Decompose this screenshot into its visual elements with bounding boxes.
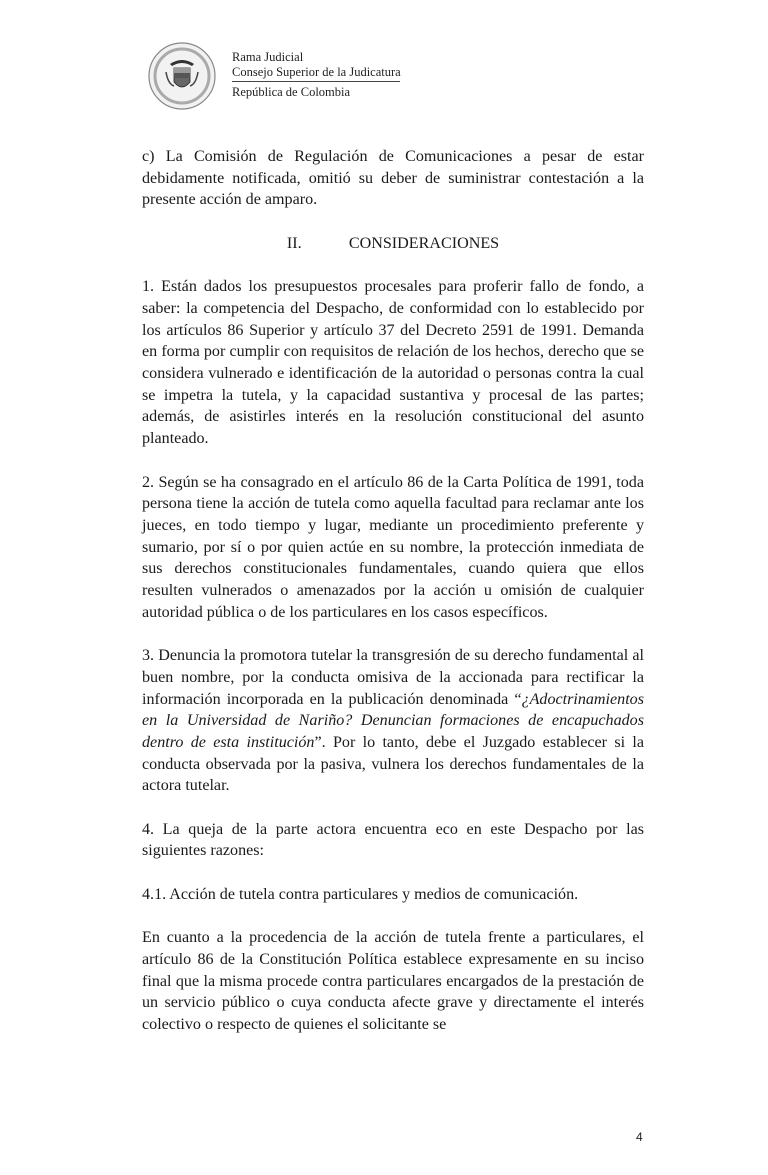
- paragraph-3-text-b: ”. Por lo tanto, debe el Juzgado establecer si la conducta observada por la pasiva, vulnera los derechos fundamentales de la actora tutelar.: [142, 733, 644, 795]
- paragraph-5: En cuanto a la procedencia de la acción de tutela frente a particulares, el artículo 86 de la Constitución Política establece expresamente en su inciso final que la misma procede contra particulares encargados de la prestación de un servicio público o cuya conducta afecte grave y directamente el interés colectivo o respecto de quienes el solicitante se: [142, 929, 644, 1034]
- document-body: [142, 146, 644, 1057]
- publication-title-quote: ¿Adoctrinamientos en la Universidad de Nariño? Denuncian formaciones de encapuchados dentro de esta institución: [142, 690, 644, 751]
- section-heading: [142, 233, 644, 255]
- subsection-heading: 4.1. Acción de tutela contra particulares y medios de comunicación.: [142, 885, 579, 903]
- paragraph-1: 1. Están dados los presupuestos procesales para proferir fallo de fondo, a saber: la competencia del Despacho, de conformidad con lo establecido por los artículos 86 Superior y artículo 37 del Decreto 2591 de 1991. Demanda en forma por cumplir con requisitos de relación de los hechos, derecho que se considera vulnerado e identificación de la autoridad o personas contra la cual se impetra la tutela, y la capacidad sustantiva y procesal de las partes; además, de asistirles interés en la resolución constitucional del asunto planteado.: [142, 278, 644, 448]
- paragraph-4: 4. La queja de la parte actora encuentra eco en este Despacho por las siguientes razones:: [142, 820, 644, 860]
- paragraph-c: c) La Comisión de Regulación de Comunicaciones a pesar de estar debidamente notificada, omitió su deber de suministrar contestación a la presente acción de amparo.: [142, 148, 644, 209]
- letterhead: [148, 38, 408, 118]
- letterhead-divider: [232, 81, 400, 82]
- letterhead-line-3: República de Colombia: [232, 85, 351, 99]
- page-number: 4: [636, 1130, 643, 1144]
- paragraph-3: [142, 645, 644, 797]
- letterhead-line-1: Rama Judicial: [232, 50, 304, 64]
- coat-of-arms-seal-icon: [148, 42, 216, 110]
- paragraph-3-text-a: 3. Denuncia la promotora tutelar la transgresión de su derecho fundamental al buen nombre, por la conducta omisiva de la accionada para rectificar la información incorporada en la publicación denominada “: [142, 647, 644, 708]
- paragraph-2: 2. Según se ha consagrado en el artículo 86 de la Carta Política de 1991, toda persona tiene la acción de tutela como aquella facultad para reclamar ante los jueces, en todo tiempo y lugar, mediante un procedimiento preferente y sumario, por sí o por quien actúe en su nombre, la protección inmediata de sus derechos constitucionales fundamentales, cuando quiera que ellos resulten vulnerados o amenazados por la acción u omisión de cualquier autoridad pública o de los particulares en los casos específicos.: [142, 473, 644, 621]
- section-title: CONSIDERACIONES: [348, 234, 500, 252]
- letterhead-line-2: Consejo Superior de la Judicatura: [232, 65, 401, 79]
- section-number: II.: [286, 234, 302, 252]
